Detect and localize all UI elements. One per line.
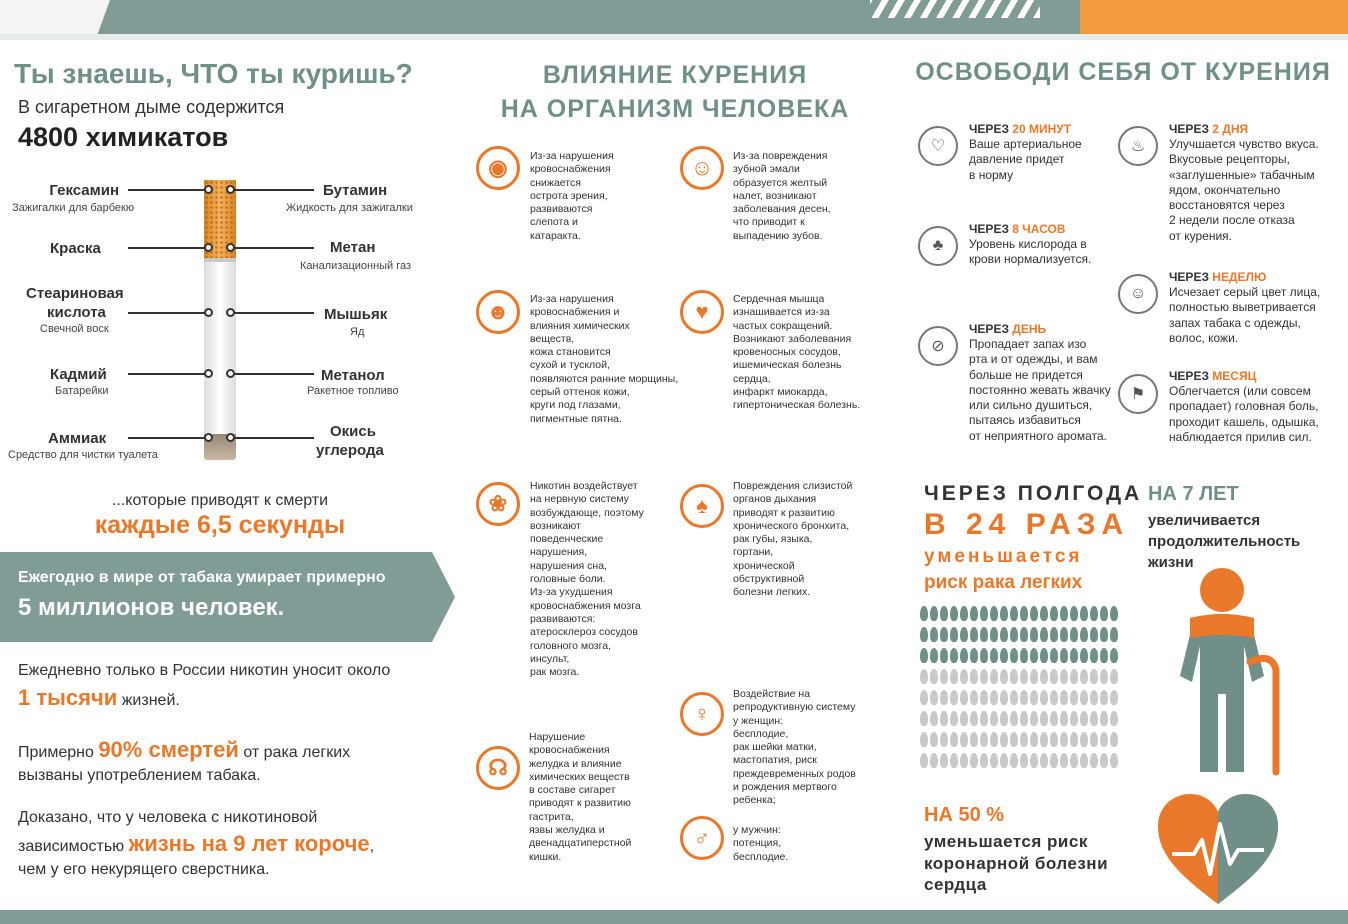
seven-years-title: НА 7 ЛЕТ (1148, 483, 1239, 505)
mouth-icon: ☺ (680, 146, 724, 190)
chemical-left-1 (49, 181, 119, 200)
lung-icon-grey (980, 688, 998, 706)
lung-icon-grey (940, 667, 958, 685)
timeline-prefix: ЧЕРЕЗ (1169, 270, 1213, 284)
fact-cancer-post: от рака легких (238, 744, 351, 761)
lung-icon-green (980, 625, 998, 643)
timeline-prefix: ЧЕРЕЗ (1169, 369, 1213, 383)
timeline-period: 8 ЧАСОВ (1012, 222, 1066, 236)
person-clock-icon: ☺ (1118, 274, 1158, 314)
col1-title: Ты знаешь, ЧТО ты куришь? (14, 58, 413, 89)
connector-line (128, 189, 206, 191)
chemical-desc: Жидкость для зажигалки (286, 202, 413, 214)
chemical-name: Бутамин (323, 182, 388, 199)
lung-icon-grey (1000, 688, 1018, 706)
lung-icon-grey (1060, 709, 1078, 727)
lung-icon-green (1080, 646, 1098, 664)
chemical-name: Кадмий (50, 366, 107, 383)
fact-life-line1: Доказано, что у человека с никотиновой (18, 809, 318, 826)
organ-effect-stomach: Нарушение кровоснабжения желудка и влияние химических веществ в составе сигарет приводят к развитию гастрита, язвы желудка и двенадцатиперстной кишки. (529, 731, 632, 863)
lung-icon-green (960, 646, 978, 664)
top-decor-underline (0, 34, 1348, 40)
lung-icon-grey (1040, 688, 1058, 706)
fact-cancer-pre: Примерно (18, 744, 99, 761)
fact-russia-line2 (18, 685, 180, 711)
male-icon: ♂ (680, 816, 724, 860)
seven-years-text: увеличивается продолжительность жизни (1148, 512, 1301, 571)
lung-icon-grey (960, 709, 978, 727)
timeline-prefix: ЧЕРЕЗ (1169, 122, 1213, 136)
lung-icon-grey (980, 730, 998, 748)
lung-icon-grey (920, 730, 938, 748)
col1-chemicals-count: 4800 химикатов (18, 122, 229, 152)
connector-dot (226, 433, 235, 442)
lung-icon-green (1060, 604, 1078, 622)
lung-icon-green (980, 646, 998, 664)
lung-icon-green (1040, 646, 1058, 664)
timeline-when-8hours (969, 222, 1065, 236)
col3-title: ОСВОБОДИ СЕБЯ ОТ КУРЕНИЯ (915, 58, 1331, 86)
lung-icon-grey (940, 751, 958, 769)
brain-icon: ❀ (476, 482, 520, 526)
lung-icon-grey (1020, 751, 1038, 769)
fact-life-highlight: жизнь на 9 лет короче (128, 831, 370, 856)
fact-russia-highlight: 1 тысячи (18, 685, 118, 710)
connector-dot (204, 369, 213, 378)
lung-icon-grey (920, 688, 938, 706)
banner-line-2: 5 миллионов человек. (18, 594, 285, 621)
elderly-head (1200, 568, 1244, 612)
timeline-period: МЕСЯЦ (1212, 369, 1257, 383)
tree-clock-icon: ♣ (918, 226, 958, 266)
heart-organ-icon: ♥ (680, 290, 724, 334)
connector-line (234, 312, 314, 314)
lung-icon-green (1040, 604, 1058, 622)
death-rate-intro: ...которые приводят к смерти (111, 492, 329, 509)
fact-life-post: , (369, 838, 375, 855)
connector-line (234, 373, 314, 375)
death-rate-highlight: каждые 6,5 секунды (94, 511, 346, 539)
connector-line (234, 189, 314, 191)
organ-effect-eyes: Из-за нарушения кровоснабжения снижается острота зрения, развиваются слепота и катаракта. (530, 150, 614, 242)
timeline-period: 2 ДНЯ (1212, 122, 1249, 136)
fifty-percent-text: уменьшается риск коронарной болезни сердца (924, 832, 1109, 894)
lung-icon-green (980, 604, 998, 622)
lung-icon-grey (1020, 709, 1038, 727)
timeline-period: 20 МИНУТ (1012, 122, 1072, 136)
organ-effect-reproductive-men: у мужчин: потенция, бесплодие. (733, 824, 789, 863)
fact-cancer-highlight: 90% смертей (98, 737, 239, 762)
lung-icon-grey (1040, 751, 1058, 769)
lung-icon-grey (1020, 688, 1038, 706)
lung-icon-green (1000, 646, 1018, 664)
fact-cancer-line2: вызваны употреблением табака. (18, 767, 261, 784)
lung-icon-green (920, 604, 938, 622)
lung-icon-grey (1000, 709, 1018, 727)
half-year-label: ЧЕРЕЗ ПОЛГОДА (924, 482, 1143, 505)
lung-icon-grey (1000, 730, 1018, 748)
lung-icon-green (1020, 604, 1038, 622)
lung-icon-grey (1100, 709, 1118, 727)
lung-icon-grey (1020, 667, 1038, 685)
lung-icon-grey (980, 667, 998, 685)
timeline-when-20min (969, 122, 1071, 136)
elderly-person-icon (1152, 566, 1292, 778)
chemical-desc: Яд (350, 326, 365, 338)
lung-icon-green (1060, 646, 1078, 664)
lungs-risk-grid (920, 604, 1120, 776)
chemical-name: Окись (330, 423, 376, 440)
organ-effect-reproductive-women: Воздействие на репродуктивную систему у женщин: бесплодие, рак шейки матки, мастопатия, риск преждевременных родов и рождения мертвого ребенка; (733, 688, 856, 807)
chemical-name: Краска (50, 240, 101, 257)
timeline-text-2days: Улучшается чувство вкуса. Вкусовые рецепторы, «заглушенные» табачным ядом, окончательно восстановятся через 2 недели после отказа от курения. (1169, 137, 1319, 243)
lung-icon-grey (940, 730, 958, 748)
lung-icon-grey (1060, 751, 1078, 769)
lung-icon-green (1000, 625, 1018, 643)
timeline-text-week: Исчезает серый цвет лица, полностью выветривается запах табака с одежды, волос, кожи. (1169, 285, 1321, 345)
chemical-name: Метан (330, 239, 376, 256)
connector-dot (226, 369, 235, 378)
fact-cancer-line1 (18, 737, 351, 763)
connector-dot (204, 433, 213, 442)
col2-title-line2: НА ОРГАНИЗМ ЧЕЛОВЕКА (500, 95, 850, 123)
lung-icon-grey (940, 709, 958, 727)
runner-clock-icon: ⚑ (1118, 374, 1158, 414)
fact-life-line3: чем у его некурящего сверстника. (18, 861, 270, 878)
lung-icon-grey (1080, 709, 1098, 727)
eye-icon: ◉ (476, 146, 520, 190)
chemical-name-2: углерода (316, 442, 384, 459)
connector-line (234, 437, 314, 439)
lung-icon-green (1020, 646, 1038, 664)
fact-life-line2 (18, 831, 375, 857)
fact-russia-line1: Ежедневно только в России никотин уносит около (18, 662, 391, 679)
lung-icon-grey (920, 667, 938, 685)
organ-effect-brain: Никотин воздействует на нервную систему возбуждающе, поэтому возникают поведенческие нарушения, нарушения сна, головные боли. Из-за ухудшения кровоснабжения мозга развиваются: атеросклероз сосудов головного мозга, инсульт, рак мозга. (530, 480, 644, 679)
col1-subtitle: В сигаретном дыме содержится (18, 97, 285, 117)
lungs-icon: ♠ (680, 484, 724, 528)
lung-icon-grey (960, 688, 978, 706)
timeline-text-month: Облегчается (или совсем пропадает) головная боль, проходит кашель, одышка, наблюдается прилив сил. (1169, 384, 1319, 444)
chemical-name-2: кислота (47, 304, 106, 321)
lung-icon-green (960, 604, 978, 622)
lung-icon-grey (1020, 730, 1038, 748)
lung-icon-grey (1000, 751, 1018, 769)
lung-icon-grey (1100, 688, 1118, 706)
organ-effect-teeth: Из-за повреждения зубной эмали образуется желтый налет, возникают заболевания десен, что приводит к выпадению зубов. (733, 150, 831, 242)
fact-life-pre: зависимостью (18, 838, 129, 855)
chemical-desc: Канализационный газ (300, 260, 412, 272)
chemical-desc: Средство для чистки туалета (8, 449, 158, 461)
col2-title (470, 58, 880, 126)
timeline-period: ДЕНЬ (1012, 322, 1047, 336)
lung-icon-grey (920, 709, 938, 727)
lung-icon-grey (1100, 751, 1118, 769)
timeline-prefix: ЧЕРЕЗ (969, 122, 1013, 136)
cake-clock-icon: ♨ (1118, 126, 1158, 166)
chemical-name: Мышьяк (324, 306, 388, 323)
lung-icon-grey (1080, 667, 1098, 685)
chemical-name: Стеариновая (26, 285, 124, 302)
fact-russia-rest: жизней. (117, 692, 180, 709)
lung-icon-green (1100, 604, 1118, 622)
connector-line (128, 437, 206, 439)
top-decor-stripes (870, 0, 1040, 18)
connector-line (128, 373, 206, 375)
lung-icon-grey (1060, 688, 1078, 706)
lung-icon-green (1040, 625, 1058, 643)
half-year-decreases: уменьшается (924, 546, 1083, 567)
chemical-desc: Свечной воск (40, 323, 109, 335)
timeline-text-8hours: Уровень кислорода в крови нормализуется. (969, 237, 1092, 267)
lung-icon-grey (960, 667, 978, 685)
lung-icon-green (960, 625, 978, 643)
lung-icon-grey (920, 751, 938, 769)
col2-title-line1: ВЛИЯНИЕ КУРЕНИЯ (542, 61, 808, 89)
timeline-text-day: Пропадает запах изо рта и от одежды, и вам больше не придется постоянно жевать жвачку или сильно душиться, пытаясь избавиться от неприятного аромата. (969, 337, 1111, 443)
lung-icon-grey (960, 730, 978, 748)
connector-line (128, 312, 206, 314)
lung-icon-grey (1000, 667, 1018, 685)
lung-icon-grey (960, 751, 978, 769)
connector-line (128, 247, 206, 249)
heartbeat-clock-icon: ♡ (918, 126, 958, 166)
lung-icon-grey (980, 751, 998, 769)
lung-icon-green (920, 625, 938, 643)
chemical-name: Метанол (321, 367, 385, 384)
lung-icon-grey (1040, 667, 1058, 685)
connector-dot (226, 243, 235, 252)
lung-icon-green (1100, 625, 1118, 643)
connector-line (234, 247, 314, 249)
lung-icon-green (1100, 646, 1118, 664)
lung-icon-grey (1040, 709, 1058, 727)
lung-icon-grey (1080, 688, 1098, 706)
timeline-period: НЕДЕЛЮ (1212, 270, 1267, 284)
lung-icon-green (1000, 604, 1018, 622)
lung-icon-grey (1080, 751, 1098, 769)
chemical-name: Аммиак (48, 430, 107, 447)
cigarette-body (204, 262, 236, 434)
timeline-when-week (1169, 270, 1266, 284)
lung-icon-green (940, 646, 958, 664)
timeline-prefix: ЧЕРЕЗ (969, 322, 1013, 336)
connector-dot (204, 243, 213, 252)
top-decor-bar (0, 0, 1348, 34)
elderly-collar (1190, 614, 1254, 638)
lung-icon-grey (1060, 667, 1078, 685)
timeline-when-month (1169, 369, 1256, 383)
chemical-desc: Батарейки (55, 385, 109, 397)
timeline-when-2days (1169, 122, 1248, 136)
connector-dot (204, 185, 213, 194)
female-icon: ♀ (680, 692, 724, 736)
organ-effect-skin: Из-за нарушения кровоснабжения и влияния химических веществ, кожа становится сухой и тусклой, появляются ранние морщины, серый оттенок кожи, круги под глазами, пигментные пятна. (530, 293, 679, 425)
lung-icon-green (1020, 625, 1038, 643)
elderly-body (1180, 614, 1264, 772)
timeline-prefix: ЧЕРЕЗ (969, 222, 1013, 236)
lung-icon-green (1080, 604, 1098, 622)
fifty-percent-title: НА 50 % (924, 804, 1005, 826)
lung-icon-green (1080, 625, 1098, 643)
stomach-icon: ☊ (476, 746, 520, 790)
half-year-factor: В 24 РАЗА (924, 508, 1130, 541)
connector-dot (204, 308, 213, 317)
connector-dot (226, 185, 235, 194)
connector-dot (226, 308, 235, 317)
banner-line-1: Ежегодно в мире от табака умирает примерно (18, 569, 386, 586)
lung-icon-grey (1040, 730, 1058, 748)
lung-icon-green (920, 646, 938, 664)
top-decor-orange (1080, 0, 1348, 34)
cigarette-clock-icon: ⊘ (918, 326, 958, 366)
timeline-text-20min: Ваше артериальное давление придет в норму (969, 137, 1082, 182)
chemical-desc: Зажигалки для барбекю (12, 202, 135, 214)
lung-icon-grey (1080, 730, 1098, 748)
face-icon: ☻ (476, 290, 520, 334)
chemical-desc: Ракетное топливо (307, 385, 399, 397)
lung-icon-green (940, 625, 958, 643)
lung-icon-grey (980, 709, 998, 727)
lung-icon-green (1060, 625, 1078, 643)
lung-icon-grey (1100, 730, 1118, 748)
chemical-name: Гексамин (49, 182, 119, 199)
lung-icon-grey (1060, 730, 1078, 748)
lung-icon-green (940, 604, 958, 622)
organ-effect-lungs: Повреждения слизистой органов дыхания приводят к развитию хронического бронхита, рак губы, языка, гортани, хронической обструктивной болезни легких. (733, 480, 853, 599)
lung-icon-grey (1100, 667, 1118, 685)
half-year-lung-cancer-risk: риск рака легких (924, 572, 1083, 593)
bottom-decor-bar (0, 910, 1348, 924)
timeline-when-day (969, 322, 1046, 336)
lung-icon-grey (940, 688, 958, 706)
organ-effect-heart: Сердечная мышца изнашивается из-за частых сокращений. Возникают заболевания кровеносных сосудов, ишемическая болезнь сердца, инфаркт миокарда, гипертоническая болезнь. (733, 293, 861, 412)
heart-icon (1158, 794, 1278, 906)
